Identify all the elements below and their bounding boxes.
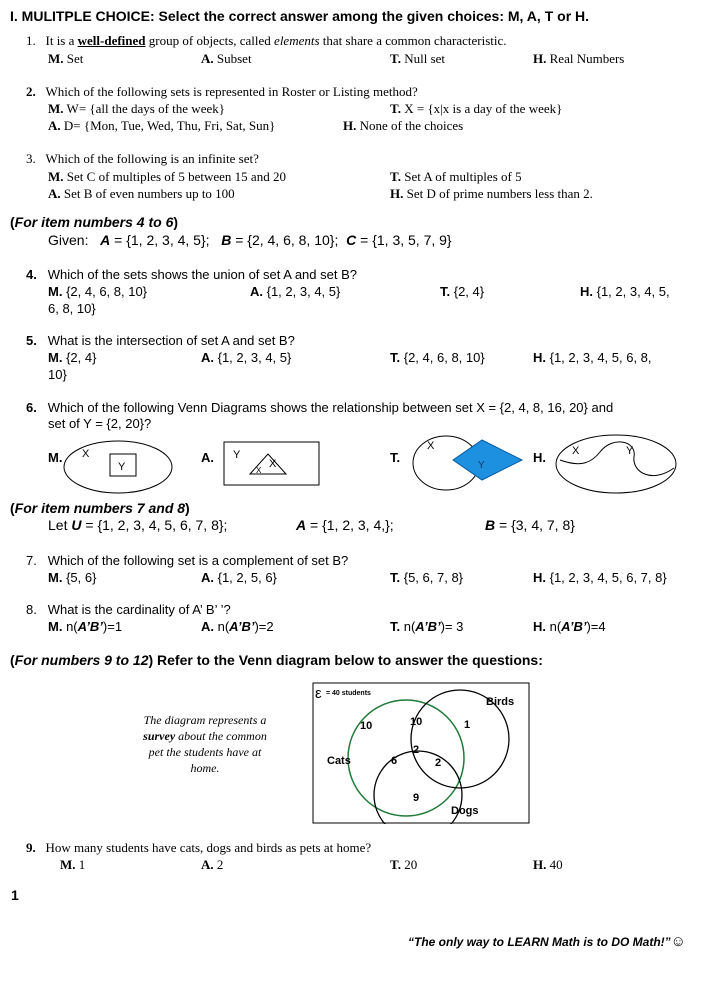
q4-option-h[interactable]: H. {1, 2, 3, 4, 5, — [580, 284, 670, 299]
q5-option-h-wrap: 10} — [48, 367, 67, 382]
q8-option-h[interactable]: H. n(A’B’)=4 — [533, 619, 606, 634]
venn-option-t[interactable] — [408, 434, 528, 496]
region-birds-cats: 10 — [410, 716, 423, 728]
group-header-7-8: (For item numbers 7 and 8) — [10, 500, 190, 516]
q1-option-t[interactable]: T. Null set — [390, 51, 446, 66]
page-number: 1 — [11, 887, 19, 903]
q5-option-h[interactable]: H. {1, 2, 3, 4, 5, 6, 8, — [533, 350, 652, 365]
q6-option-t[interactable]: T. — [390, 450, 401, 465]
question-9: 9. How many students have cats, dogs and birds as pets at home? — [26, 840, 372, 855]
question-3: 3. Which of the following is an infinite set? — [26, 151, 259, 166]
smiley-icon: ☺ — [670, 933, 686, 950]
question-2: 2. Which of the following sets is represented in Roster or Listing method? — [26, 84, 418, 99]
q4-option-a[interactable]: A. {1, 2, 3, 4, 5} — [250, 284, 341, 299]
question-5: 5. What is the intersection of set A and set B? — [26, 333, 295, 348]
question-6: 6. Which of the following Venn Diagrams shows the relationship between set X = {2, 4, 8, 16, 20} and — [26, 400, 614, 415]
region-dogs-only: 9 — [413, 792, 420, 804]
group-header-4-6: (For item numbers 4 to 6) — [10, 214, 179, 230]
region-birds-only: 1 — [464, 719, 471, 731]
q8-option-m[interactable]: M. n(A’B’)=1 — [48, 619, 123, 634]
q2-option-t[interactable]: T. X = {x|x is a day of the week} — [390, 101, 563, 116]
venn-option-a[interactable] — [222, 440, 322, 488]
q5-option-m[interactable]: M. {2, 4} — [48, 350, 97, 365]
q7-option-t[interactable]: T. {5, 6, 7, 8} — [390, 570, 464, 585]
q7-option-a[interactable]: A. {1, 2, 5, 6} — [201, 570, 277, 585]
q2-option-a[interactable]: A. D= {Mon, Tue, Wed, Thu, Fri, Sat, Sun} — [48, 118, 276, 133]
q8-option-a[interactable]: A. n(A’B’)=2 — [201, 619, 274, 634]
venn-t-x-label: X — [427, 440, 435, 452]
venn-m-x-label: X — [82, 448, 90, 460]
question-8: 8. What is the cardinality of A’ B’ ’? — [26, 602, 231, 617]
q1-option-a[interactable]: A. Subset — [201, 51, 252, 66]
q5-option-t[interactable]: T. {2, 4, 6, 8, 10} — [390, 350, 485, 365]
q6-option-m[interactable]: M. — [48, 450, 63, 465]
venn-option-m[interactable] — [60, 438, 180, 496]
q2-option-h[interactable]: H. None of the choices — [343, 118, 464, 133]
venn-m-y-label: Y — [118, 461, 126, 473]
survey-venn-diagram — [312, 682, 530, 824]
q9-option-h[interactable]: H. 40 — [533, 857, 563, 872]
q3-option-t[interactable]: T. Set A of multiples of 5 — [390, 169, 522, 184]
q2-option-m[interactable]: M. W= {all the days of the week} — [48, 101, 225, 116]
dogs-label: Dogs — [451, 805, 479, 817]
given-sets: Given: A = {1, 2, 3, 4, 5}; B = {2, 4, 6, 8, 10}; C = {1, 3, 5, 7, 9} — [48, 232, 452, 248]
q6-option-h[interactable]: H. — [533, 450, 546, 465]
cats-label: Cats — [327, 755, 351, 767]
region-all-three: 2 — [413, 744, 420, 756]
region-cats-dogs: 6 — [391, 755, 398, 767]
q5-option-a[interactable]: A. {1, 2, 3, 4, 5} — [201, 350, 292, 365]
question-4: 4. Which of the sets shows the union of set A and set B? — [26, 267, 357, 282]
venn-a-x-small: X — [256, 466, 262, 475]
venn-t-y-label: Y — [478, 460, 485, 471]
q6-option-a[interactable]: A. — [201, 450, 214, 465]
birds-label: Birds — [486, 696, 515, 708]
universe-count: = 40 students — [326, 690, 371, 697]
q4-option-m[interactable]: M. {2, 4, 6, 8, 10} — [48, 284, 148, 299]
section-title: I. MULITPLE CHOICE: Select the correct answer among the given choices: M, A, T or H. — [10, 8, 590, 24]
question-6-line2: set of Y = {2, 20}? — [48, 416, 152, 431]
group-header-9-12: (For numbers 9 to 12) Refer to the Venn diagram below to answer the questions: — [10, 652, 543, 668]
q9-option-m[interactable]: M. 1 — [60, 857, 86, 872]
venn-h-x-label: X — [572, 445, 580, 457]
venn-t-diamond — [453, 440, 522, 480]
q7-option-h[interactable]: H. {1, 2, 3, 4, 5, 6, 7, 8} — [533, 570, 667, 585]
venn-h-y-label: Y — [626, 445, 634, 457]
diagram-caption: The diagram represents a survey about the common pet the students have at home. — [143, 713, 267, 775]
venn-a-y-label: Y — [233, 449, 241, 461]
q8-option-t[interactable]: T. n(A’B’)= 3 — [390, 619, 464, 634]
q4-option-h-wrap: 6, 8, 10} — [48, 301, 96, 316]
region-cats-only: 10 — [360, 720, 373, 732]
venn-a-x-label: X — [269, 458, 277, 470]
let-set-a: A = {1, 2, 3, 4,}; — [296, 517, 394, 533]
footer-quote: “The only way to LEARN Math is to DO Math!”☺ — [408, 933, 686, 950]
question-7: 7. Which of the following set is a complement of set B? — [26, 553, 349, 568]
q7-option-m[interactable]: M. {5, 6} — [48, 570, 97, 585]
q9-option-a[interactable]: A. 2 — [201, 857, 224, 872]
let-universe: Let U = {1, 2, 3, 4, 5, 6, 7, 8}; — [48, 517, 228, 533]
let-set-b: B = {3, 4, 7, 8} — [485, 517, 575, 533]
q4-option-t[interactable]: T. {2, 4} — [440, 284, 485, 299]
q3-option-m[interactable]: M. Set C of multiples of 5 between 15 and 20 — [48, 169, 286, 184]
q3-option-a[interactable]: A. Set B of even numbers up to 100 — [48, 186, 235, 201]
q9-option-t[interactable]: T. 20 — [390, 857, 418, 872]
q3-option-h[interactable]: H. Set D of prime numbers less than 2. — [390, 186, 593, 201]
region-birds-dogs: 2 — [435, 757, 442, 769]
question-1: 1. It is a well-defined group of objects, called elements that share a common characteristic. — [26, 33, 507, 48]
universe-symbol: ε — [315, 685, 322, 702]
venn-option-h[interactable] — [552, 432, 682, 498]
q1-option-m[interactable]: M. Set — [48, 51, 84, 66]
q1-option-h[interactable]: H. Real Numbers — [533, 51, 625, 66]
